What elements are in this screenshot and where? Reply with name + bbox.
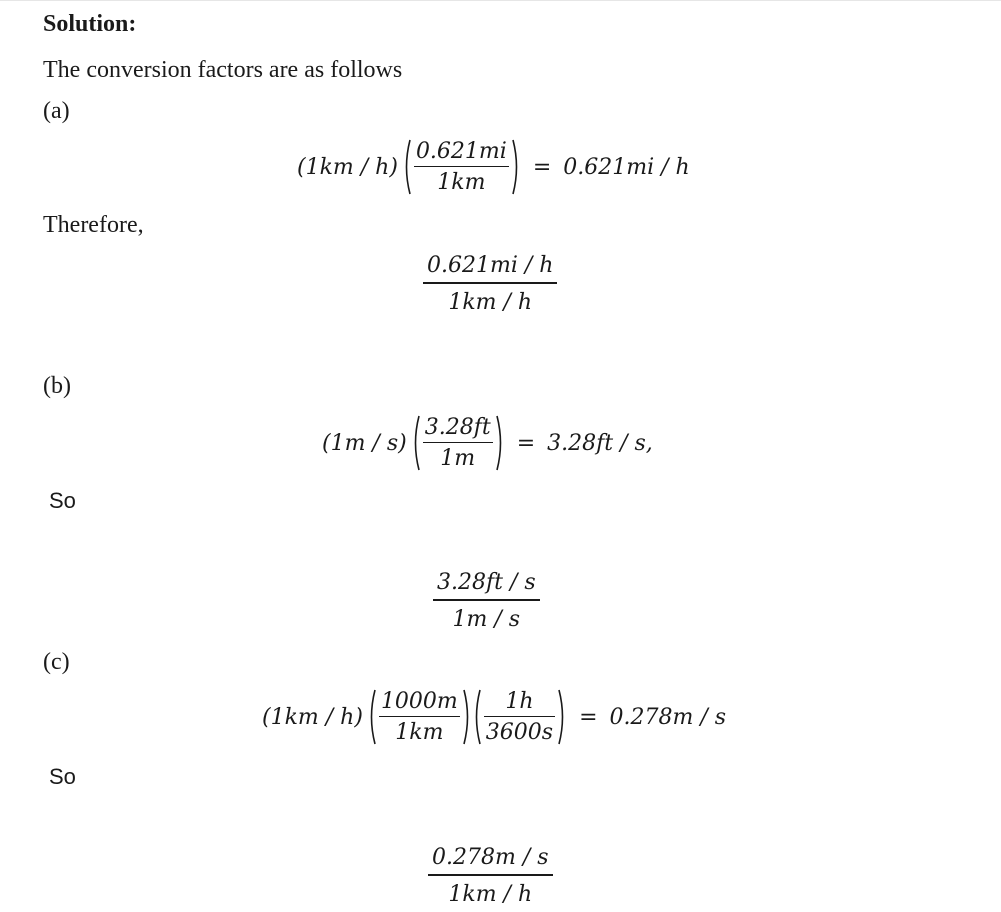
part-a-factor-numerator: 0.621mi / h: [427, 253, 554, 278]
part-c-rhs: 0.278m / s: [609, 704, 727, 730]
part-c-denominator-2: 3600s: [485, 720, 554, 746]
intro-text: The conversion factors are as follows: [43, 57, 403, 83]
part-c-factor-denominator: 1km / h: [448, 881, 533, 907]
part-b-rhs: 3.28ft / s,: [547, 430, 653, 456]
left-paren: [367, 688, 377, 746]
part-b-equation: [322, 414, 653, 472]
part-a-equation: [297, 138, 690, 196]
part-c-factor-numerator: 0.278m / s: [432, 845, 549, 870]
left-paren: [472, 688, 482, 746]
part-b-conversion-factor: [433, 570, 540, 632]
part-c-equals: =: [579, 704, 598, 730]
part-c-numerator-1: 1000m: [380, 688, 458, 714]
so-text-c: So: [49, 764, 76, 789]
part-a-fraction: [414, 139, 509, 196]
left-paren: [402, 138, 412, 196]
part-a-numerator: 0.621mi: [415, 138, 507, 164]
top-divider: [0, 0, 1001, 1]
part-b-denominator: 1m: [440, 446, 476, 472]
part-b-lhs: (1m / s): [322, 430, 407, 456]
part-c-lhs: (1km / h): [262, 704, 363, 730]
part-b-factor-denominator: 1m / s: [452, 606, 521, 632]
part-c-fraction-1: [379, 689, 460, 746]
right-paren: [462, 688, 472, 746]
part-c-denominator-1: 1km: [395, 720, 444, 746]
part-c-label: (c): [43, 649, 70, 675]
part-a-factor-denominator: 1km / h: [448, 289, 533, 315]
part-b-fraction: [423, 415, 493, 472]
solution-heading: Solution:: [43, 11, 137, 37]
part-a-rhs: 0.621mi / h: [563, 154, 690, 180]
part-a-denominator: 1km: [437, 170, 486, 196]
part-c-fraction-2: [484, 689, 555, 746]
part-b-label: (b): [43, 373, 71, 399]
right-paren: [495, 414, 505, 472]
right-paren: [511, 138, 521, 196]
left-paren: [411, 414, 421, 472]
part-c-conversion-factor: [428, 845, 553, 907]
right-paren: [557, 688, 567, 746]
part-b-numerator: 3.28ft: [424, 414, 491, 440]
so-text-b: So: [49, 488, 76, 513]
part-a-conversion-factor: [423, 253, 557, 315]
part-b-equals: =: [516, 430, 536, 456]
part-c-equation: [262, 688, 726, 746]
part-a-lhs: (1km / h): [297, 154, 398, 180]
part-b-factor-numerator: 3.28ft / s: [437, 570, 536, 595]
therefore-text: Therefore,: [43, 212, 144, 238]
part-a-label: (a): [43, 98, 70, 124]
part-c-numerator-2: 1h: [505, 688, 534, 714]
part-a-equals: =: [532, 154, 552, 180]
